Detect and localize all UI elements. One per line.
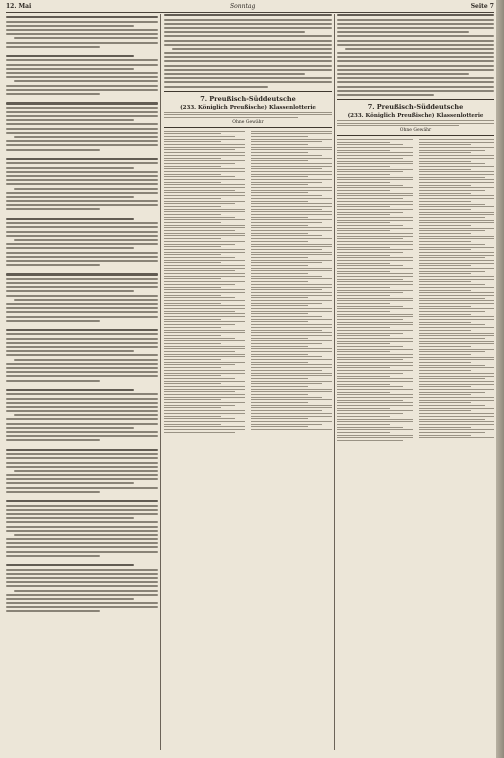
left-column-divider <box>160 14 161 750</box>
right-lottery-heading: 7. Preußisch-Süddeutsche <box>367 102 464 111</box>
right-lottery-box <box>337 99 494 136</box>
left-news-column <box>6 14 158 754</box>
right-lottery-subheading: (233. Königlich Preußische) Klassenlotterie <box>347 112 484 119</box>
header-center-text: Sonntag <box>230 3 256 10</box>
right-column-divider <box>334 14 335 750</box>
middle-lottery-column <box>164 14 332 754</box>
middle-lottery-heading: 7. Preußisch-Süddeutsche <box>200 94 296 103</box>
book-spine-shadow <box>496 0 504 758</box>
right-lottery-footer: Ohne Gewähr <box>399 128 432 134</box>
page-number: Seite 7 <box>470 3 494 10</box>
middle-lottery-number-list <box>164 131 332 435</box>
page-date: 12. Mai <box>6 3 32 10</box>
right-news-and-lottery-column <box>337 14 494 754</box>
middle-lottery-footer: Ohne Gewähr <box>232 119 264 125</box>
middle-lottery-subheading: (233. Königlich Preußische) Klassenlotterie <box>180 104 316 111</box>
page-header <box>6 2 494 13</box>
right-lottery-number-list <box>337 139 494 443</box>
middle-lottery-box <box>164 91 332 128</box>
